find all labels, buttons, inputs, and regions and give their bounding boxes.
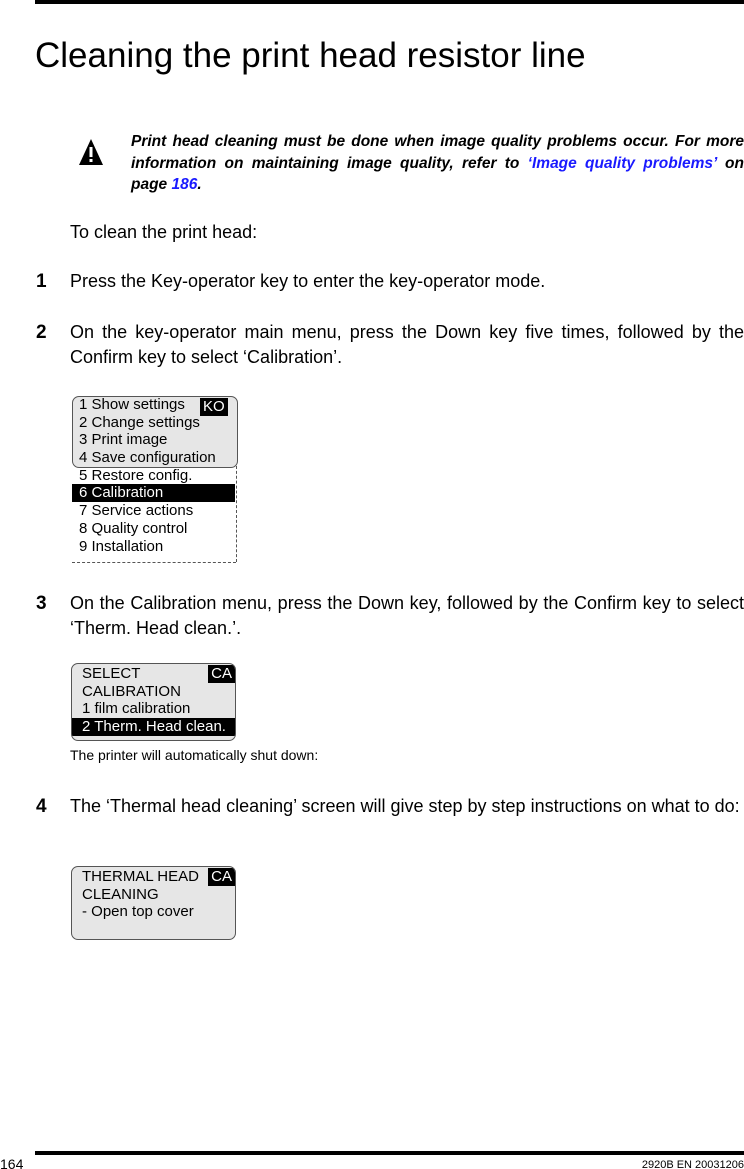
step-number: 2 bbox=[36, 322, 47, 343]
menu-item: 1 Show settings bbox=[79, 396, 185, 413]
menu-item: 2 Change settings bbox=[79, 414, 200, 431]
bottom-rule bbox=[35, 1151, 744, 1155]
menu-item-selected: 2 Therm. Head clean. bbox=[72, 718, 235, 736]
page-title: Cleaning the print head resistor line bbox=[35, 36, 586, 75]
screen-line: 1 film calibration bbox=[82, 700, 191, 717]
menu-item: 3 Print image bbox=[79, 431, 168, 448]
top-rule bbox=[35, 0, 744, 4]
intro-text: To clean the print head: bbox=[70, 222, 258, 242]
document-id: 2920B EN 20031206 bbox=[641, 1159, 744, 1169]
page-186-link[interactable]: 186 bbox=[171, 176, 198, 193]
warning-triangle-icon bbox=[78, 138, 104, 166]
step-text: On the Calibration menu, press the Down key, followed by the Confirm key to select ‘Therm. Head clean.’. bbox=[70, 593, 744, 638]
screen-line: CLEANING bbox=[82, 886, 159, 903]
step-text: Press the Key-operator key to enter the key-operator mode. bbox=[70, 271, 546, 291]
mode-tag: KO bbox=[200, 398, 228, 416]
menu-item: 7 Service actions bbox=[79, 502, 194, 519]
menu-item: 5 Restore config. bbox=[79, 467, 193, 484]
step-text: On the key-operator main menu, press the Down key five times, followed by the Confirm key to select ‘Calibration’. bbox=[70, 322, 744, 367]
menu-item: 4 Save configuration bbox=[79, 449, 216, 466]
mode-tag: CA bbox=[208, 868, 235, 886]
screen-line: THERMAL HEAD bbox=[82, 868, 199, 885]
step-number: 1 bbox=[36, 271, 47, 292]
screen-line: SELECT bbox=[82, 665, 141, 682]
note-text: The printer will automatically shut down: bbox=[70, 747, 319, 763]
menu-item: 9 Installation bbox=[79, 538, 164, 555]
image-quality-link[interactable]: ‘Image quality problems’ bbox=[527, 154, 717, 172]
step-text: The ‘Thermal head cleaning’ screen will give step by step instructions on what to do: bbox=[70, 796, 740, 816]
step-number: 3 bbox=[36, 593, 47, 614]
step-number: 4 bbox=[36, 796, 47, 817]
screen-line: - Open top cover bbox=[82, 903, 194, 920]
warning-text: Print head cleaning must be done when image quality problems occur. For more information on maintaining image quality, refer to ‘Image quality problems’ on page 186. bbox=[131, 133, 744, 193]
screen-line: CALIBRATION bbox=[82, 683, 181, 700]
mode-tag: CA bbox=[208, 665, 235, 683]
page-number: 164 bbox=[0, 1156, 24, 1169]
key-operator-menu-screen bbox=[72, 396, 238, 566]
menu-item-selected: 6 Calibration bbox=[72, 484, 235, 502]
calibration-menu-screen bbox=[71, 663, 236, 741]
menu-item: 8 Quality control bbox=[79, 520, 188, 537]
thermal-head-cleaning-screen bbox=[71, 866, 236, 940]
